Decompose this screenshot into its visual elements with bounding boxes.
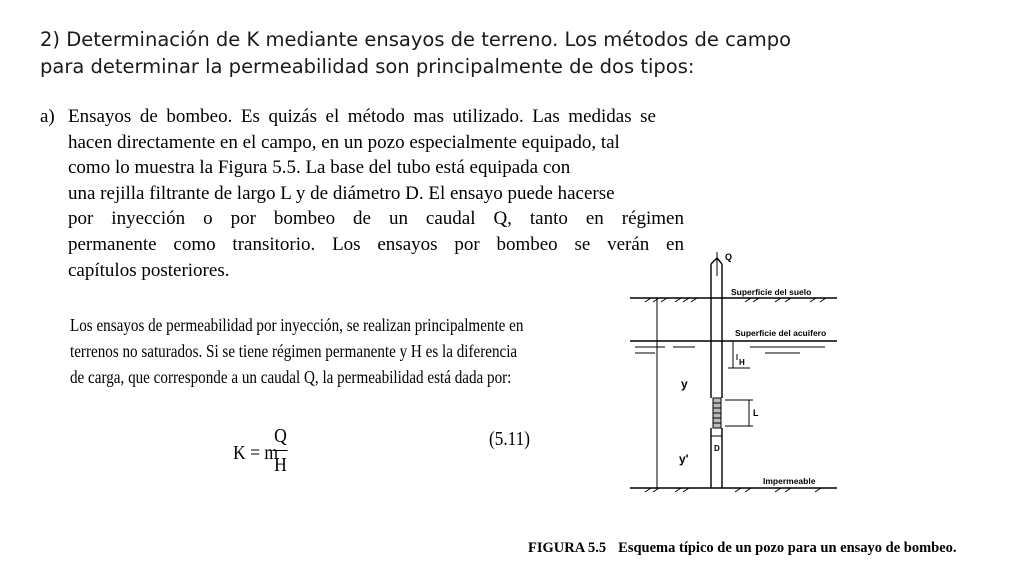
list-label: a) — [40, 106, 55, 127]
slide-title-line: 2) Determinación de K mediante ensayos de terreno. Los métodos de campo — [40, 28, 792, 51]
paragraph-line: hacen directamente en el campo, en un pozo especialmente equipado, tal — [68, 131, 620, 153]
label-aquifer-surface: Superficie del acuifero — [735, 328, 827, 338]
well-pipe — [711, 258, 722, 488]
equation-number: (5.11) — [489, 428, 530, 450]
label-l: L — [753, 408, 759, 418]
slide-title-line: para determinar la permeabilidad son principalmente de dos tipos: — [40, 55, 695, 78]
paragraph-line-text: Ensayos de bombeo. Es quizás el método mas utilizado. Las medidas se — [68, 106, 656, 127]
water-dash-lines — [635, 347, 825, 353]
label-y: y — [681, 377, 688, 391]
paragraph-line: permanente como transitorio. Los ensayos por bombeo se verán en — [68, 233, 684, 255]
label-impermeable: Impermeable — [763, 476, 816, 486]
paragraph-line: como lo muestra la Figura 5.5. La base del tubo está equipada con — [68, 157, 571, 179]
paragraph-injection-tests — [70, 312, 524, 390]
paragraph-line: terrenos no saturados. Si se tiene régimen permanente y H es la diferencia — [70, 341, 518, 361]
paragraph-line: de carga, que corresponde a un caudal Q, la permeabilidad está dada por: — [70, 367, 512, 387]
well-diagram — [625, 250, 855, 500]
paragraph-pumping-tests — [40, 104, 700, 283]
formula-lhs: K = m — [233, 442, 279, 464]
fraction-bar — [273, 450, 287, 451]
figure-caption-label: FIGURA 5.5 — [528, 540, 607, 556]
paragraph-line: una rejilla filtrante de largo L y de diámetro D. El ensayo puede hacerse — [68, 182, 615, 204]
l-dimension — [725, 400, 753, 426]
figure-caption-text: Esquema típico de un pozo para un ensayo de bombeo. — [618, 540, 957, 556]
paragraph-line: por inyección o por bombeo de un caudal Q, tanto en régimen — [68, 208, 684, 230]
label-q: Q — [725, 252, 733, 262]
paragraph-line: Los ensayos de permeabilidad por inyección, se realizan principalmente en — [70, 315, 524, 335]
label-y-prime: y' — [679, 452, 689, 466]
paragraph-line: capítulos posteriores. — [68, 259, 230, 281]
formula-fraction — [273, 424, 287, 477]
paragraph-line — [40, 104, 656, 130]
figure-caption — [528, 540, 957, 557]
label-h: H — [739, 358, 745, 367]
formula-denominator: H — [274, 454, 287, 476]
formula-numerator: Q — [274, 425, 287, 447]
slide-title — [40, 26, 900, 80]
label-d: D — [714, 444, 720, 453]
filter-screen — [713, 398, 721, 428]
label-ground-surface: Superficie del suelo — [731, 287, 812, 297]
